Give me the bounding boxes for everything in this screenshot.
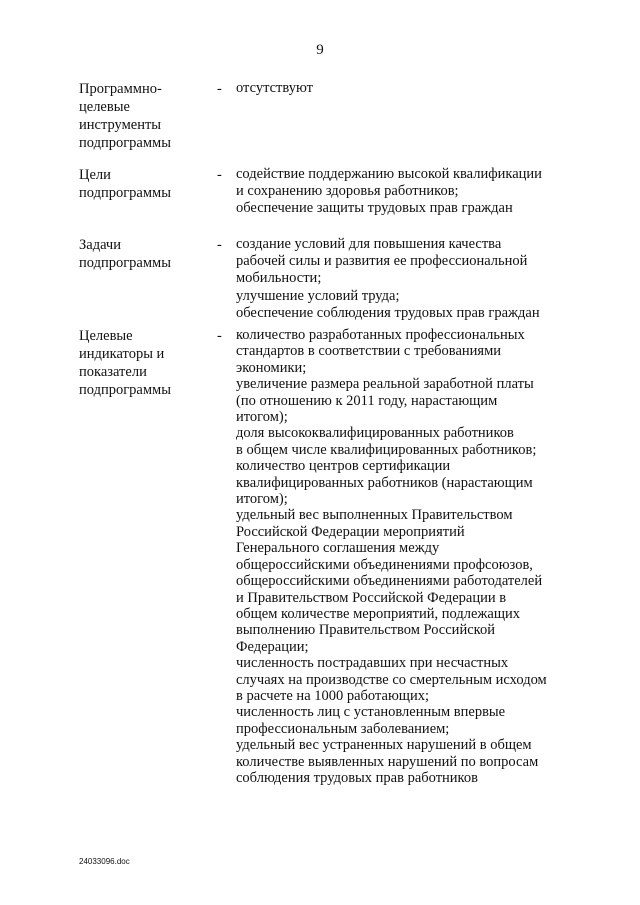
section-label — [79, 80, 204, 152]
section-dash: - — [217, 237, 222, 253]
content-line: численность лиц с установленным впервые — [236, 704, 506, 721]
content-line: количестве выявленных нарушений по вопросам — [236, 753, 539, 770]
content-line: создание условий для повышения качества — [236, 236, 502, 252]
content-line: выполнению Правительством Российской — [236, 622, 495, 639]
label-line: подпрограммы — [79, 255, 171, 271]
content-line: (по отношению к 2011 году, нарастающим — [236, 392, 498, 409]
label-line: индикаторы и — [79, 346, 165, 362]
label-line: инструменты — [79, 117, 162, 133]
content-line: в общем числе квалифицированных работников; — [236, 441, 537, 458]
label-line: подпрограммы — [79, 185, 171, 201]
label-line: Цели — [79, 167, 111, 183]
label-line: подпрограммы — [79, 382, 171, 398]
content-line: количество центров сертификации — [236, 458, 451, 475]
label-line: подпрограммы — [79, 135, 171, 151]
content-line: количество разработанных профессиональных — [236, 327, 525, 343]
content-line: рабочей силы и развития ее профессиональной — [236, 253, 528, 270]
document-filename: 24033096.doc — [79, 857, 130, 866]
section-dash: - — [217, 81, 222, 97]
content-line: профессиональным заболеванием; — [236, 720, 450, 737]
section-content — [236, 166, 576, 218]
section-content — [236, 236, 576, 322]
label-line: Целевые — [79, 328, 133, 344]
section-label — [79, 327, 204, 399]
label-line: целевые — [79, 99, 130, 115]
content-line: экономики; — [236, 359, 307, 376]
content-line: доля высококвалифицированных работников — [236, 425, 514, 442]
label-line: Задачи — [79, 237, 121, 253]
content-line: содействие поддержанию высокой квалификации — [236, 166, 542, 182]
content-line: и сохранению здоровья работников; — [236, 183, 459, 200]
label-line: Программно- — [79, 81, 162, 97]
content-line: обеспечение защиты трудовых прав граждан — [236, 200, 513, 217]
content-line: квалифицированных работников (нарастающим — [236, 474, 533, 491]
content-line: итогом); — [236, 491, 288, 508]
label-line: показатели — [79, 364, 147, 380]
section-dash: - — [217, 328, 222, 344]
content-line: итогом); — [236, 409, 288, 426]
content-line: мобильности; — [236, 270, 322, 287]
content-line: Российской Федерации мероприятий — [236, 523, 465, 540]
content-line: удельный вес устраненных нарушений в общем — [236, 737, 532, 754]
content-line: в расчете на 1000 работающих; — [236, 687, 429, 704]
content-line: общероссийскими объединениями профсоюзов, — [236, 556, 533, 573]
content-line: соблюдения трудовых прав работников — [236, 769, 478, 786]
section-content — [236, 327, 576, 786]
page-number: 9 — [316, 42, 324, 58]
content-line: Генерального соглашения между — [236, 540, 440, 557]
content-line: случаях на производстве со смертельным исходом — [236, 671, 547, 688]
content-line: удельный вес выполненных Правительством — [236, 507, 513, 524]
content-line: увеличение размера реальной заработной платы — [236, 376, 534, 393]
content-line: улучшение условий труда; — [236, 287, 400, 304]
section-label — [79, 236, 204, 272]
content-line: обеспечение соблюдения трудовых прав граждан — [236, 304, 540, 321]
content-line: отсутствуют — [236, 80, 313, 96]
content-line: стандартов в соответствии с требованиями — [236, 343, 502, 360]
section-label — [79, 166, 204, 202]
content-line: и Правительством Российской Федерации в — [236, 589, 507, 606]
content-line: общем количестве мероприятий, подлежащих — [236, 605, 521, 622]
content-line: Федерации; — [236, 638, 309, 655]
section-dash: - — [217, 167, 222, 183]
content-line: численность пострадавших при несчастных — [236, 655, 509, 672]
section-content — [236, 80, 576, 97]
content-line: общероссийскими объединениями работодателей — [236, 573, 543, 590]
